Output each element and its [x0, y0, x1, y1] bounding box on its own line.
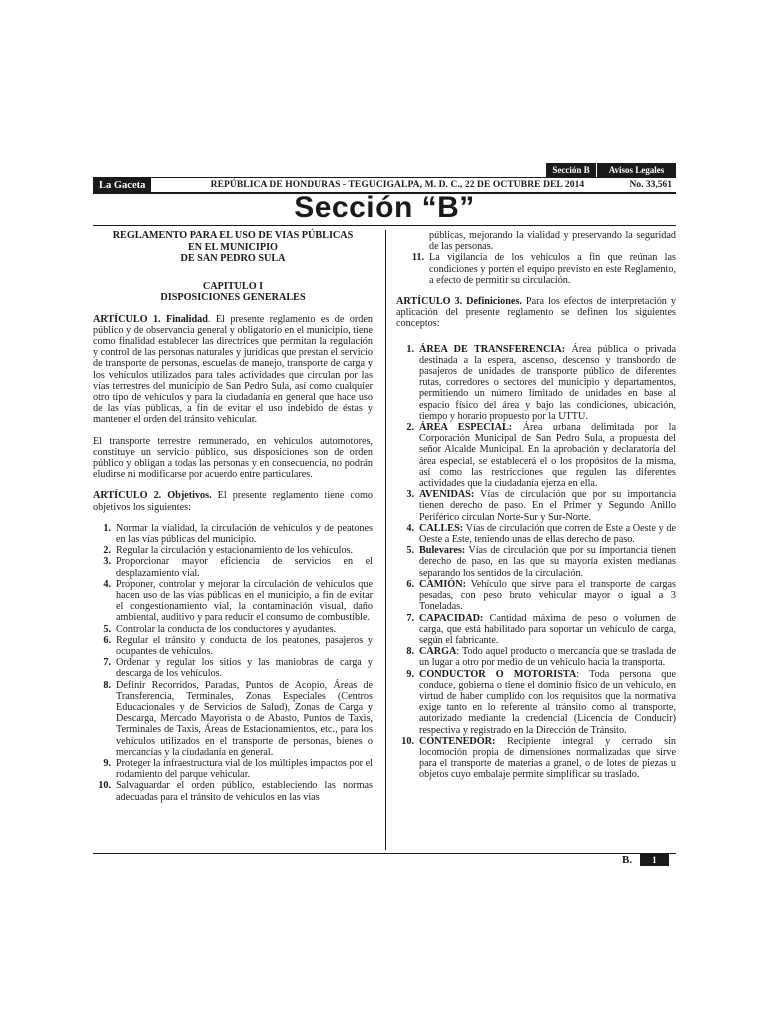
publication-name: La Gaceta	[93, 178, 151, 192]
list-item: 3. Proporcionar mayor eficiencia de servicios en el desplazamiento vial.	[103, 556, 373, 579]
article-1-text: . El presente reglamento es de orden público y de observancia general y obligatorio en el municipio, tiene como finalidad establecer las directrices que permitan la regulación y control de las personas naturales y jurídicas que prestan el servicio de transporte de personas, escuelas de manejo, transporte de carga y los vehículos utilizados para tales actividades que circulan por las vías terrestres del municipio de San Pedro Sula, así como cualquier otro tipo de vehículos y para la ciudadanía en general que hace uso de las vías públicas, a fin de evitar el uso indebido de éstas y mantener el orden del tránsito vehicular.	[93, 313, 373, 426]
list-item: 4. Proponer, controlar y mejorar la circulación de vehículos que hacen uso de las vías públicas en el municipio, a fin de evitar el congestionamiento vial, la contaminación visual, daño ambiental, auditivo y para reducir el consumo de combustible.	[103, 578, 373, 624]
page-footer	[622, 854, 669, 866]
objectives-list	[93, 523, 373, 803]
section-tag-bar	[546, 163, 676, 177]
column-divider	[385, 230, 386, 850]
list-item: 8. Definir Recorridos, Paradas, Puntos de Acopio, Áreas de Transferencia, Terminales, Zonas Especiales (Centros Educacionales y de Servicios de Salud), Zonas de Carga y Descarga, Mercado Mayorista o de Abasto, Puntos de Taxis, Terminales de Taxis, Áreas de Estacionamientos, etc., para los vehículos utilizados en el transporte de personas, bienes o mercancías y la ciudadanía en general.	[103, 679, 373, 758]
list-item: 9. CONDUCTOR O MOTORISTA: Toda persona que conduce, gobierna o tiene el dominio físico de un vehículo, en virtud de haber cumplido con los requisitos que la normativa exige tanto en lo referente al tránsito como al transporte, autorizado mediante la credencial (Licencia de Conducir) respectiva y registrado en la Dirección de Tránsito.	[406, 668, 677, 736]
regulation-title-line-1: REGLAMENTO PARA EL USO DE VIAS PÚBLICAS	[112, 230, 354, 241]
title-rule	[93, 225, 676, 226]
list-item: 10. Salvaguardar el orden público, estableciendo las normas adecuadas para el tránsito de vehículos en las vías	[98, 780, 373, 803]
list-item: 2. Regular la circulación y estacionamiento de los vehículos.	[103, 545, 354, 557]
section-tag: Sección B	[546, 163, 597, 177]
section-letter: B.	[622, 854, 633, 866]
paragraph-transport: El transporte terrestre remunerado, en vehículos automotores, constituye un servicio público, sus disposiciones son de orden público y obligan a todas las personas y en consecuencia, no podrán eludirse ni modificarse por acuerdo entre particulares.	[93, 435, 373, 481]
article-3-label: ARTÍCULO 3. Definiciones.	[396, 296, 522, 308]
article-2-label: ARTÍCULO 2. Objetivos.	[93, 490, 212, 502]
article-2-text: El presente reglamento tiene como objetivos los siguientes:	[93, 490, 373, 513]
list-item: 7. CAPACIDAD: Cantidad máxima de peso o volumen de carga, que está habilitado para soportar un vehículo de carga, según el fabricante.	[406, 612, 676, 646]
list-item: 4. CALLES: Vías de circulación que corren de Este a Oeste y de Oeste a Este, teniendo unas de ellas derecho de paso.	[406, 522, 676, 546]
list-item: 6. CAMIÓN: Vehículo que sirve para el transporte de cargas pesadas, con peso bruto vehicular mayor o igual a 3 Toneladas.	[406, 578, 676, 613]
regulation-title-line-2: EN EL MUNICIPIO	[187, 241, 278, 253]
definitions-list	[396, 344, 676, 781]
list-item: 9. Proteger la infraestructura vial de los múltiples impactos por el rodamiento del parque vehicular.	[103, 758, 373, 781]
article-3	[396, 296, 676, 330]
list-item: 1. Normar la vialidad, la circulación de vehículos y de peatones en las vías públicas del municipio.	[103, 522, 373, 545]
list-item: 11. La vigilancia de los vehículos a fin que reúnan las condiciones y porten el equipo previsto en este Reglamento, a efecto de permitir su circulación.	[411, 252, 676, 286]
article-2	[93, 490, 373, 512]
list-item: 8. CARGA: Todo aquel producto o mercancía que se traslada de un lugar a otro por medio de un vehículo hacia la transporta.	[406, 646, 676, 669]
list-item: 3. AVENIDAS: Vías de circulación que por su importancia tienen derecho de paso. En el Primer y Segundo Anillo Periférico circulan Norte-Sur y Sur-Norte.	[406, 489, 676, 523]
article-3-text: Para los efectos de interpretación y aplicación del presente reglamento se definen los siguientes conceptos:	[396, 296, 676, 330]
article-1-label: ARTÍCULO 1. Finalidad	[93, 313, 208, 325]
chapter-number: CAPITULO I	[202, 280, 264, 292]
list-continuation: públicas, mejorando la vialidad y preservando la seguridad de las personas.	[429, 230, 676, 253]
chapter-title: DISPOSICIONES GENERALES	[160, 292, 306, 303]
footer-rule	[93, 853, 676, 854]
list-item: 5. Bulevares: Vías de circulación que por su importancia tienen derecho de paso, en las que su mayoría existen medianas separando los sentidos de la circulación.	[406, 545, 676, 579]
list-item: 10. CONTENEDOR: Recipiente integral y cerrado sin locomoción propia de dimensiones normalizadas que sirve para el transporte de materias a granel, o de lotes de piezas u objetos cuyo embalaje permite simplificar su traslado.	[401, 735, 676, 781]
chapter-heading	[93, 281, 373, 304]
section-title: Sección “B”	[294, 191, 475, 224]
list-item: 7. Ordenar y regular los sitios y las maniobras de carga y descarga de los vehículos.	[103, 657, 373, 680]
notices-tag: Avisos Legales	[597, 163, 676, 177]
objectives-list-continued	[396, 252, 676, 286]
masthead-text: REPÚBLICA DE HONDURAS - TEGUCIGALPA, M. D. C., 22 DE OCTUBRE DEL 2014	[210, 180, 585, 190]
list-item: 5. Controlar la conducta de los conductores y ayudantes.	[103, 623, 337, 635]
right-column	[396, 230, 676, 781]
article-1	[93, 314, 373, 426]
issue-number: No. 33,561	[629, 180, 672, 190]
list-item: 1. ÁREA DE TRANSFERENCIA: Área pública o privada destinada a la espera, ascenso, descenso y transbordo de pasajeros de unidades de transporte público de diferentes rutas, corredores o sectores del municipio y departamentos, permitiendo un número limitado de unidades en base al espacio físico del área y bajo las condiciones, ubicación, tiempo y horario propuesto por la UTTU.	[406, 343, 677, 422]
page-number: 1	[640, 854, 669, 866]
left-column	[93, 230, 373, 803]
list-item: 6. Regular el tránsito y conducta de los peatones, pasajeros y ocupantes de vehículos.	[103, 634, 373, 657]
regulation-title-line-3: DE SAN PEDRO SULA	[180, 253, 286, 264]
list-item: 2. ÁREA ESPECIAL: Área urbana delimitada por la Corporación Municipal de San Pedro Sula, a propuesta del señor Alcalde Municipal. En la aprobación y declaratoria del área especial, se establecerá el o los propósitos de la misma, así como las restricciones que regulen las diferentes actividades que la ciudadanía ejerza en ella.	[406, 422, 676, 490]
